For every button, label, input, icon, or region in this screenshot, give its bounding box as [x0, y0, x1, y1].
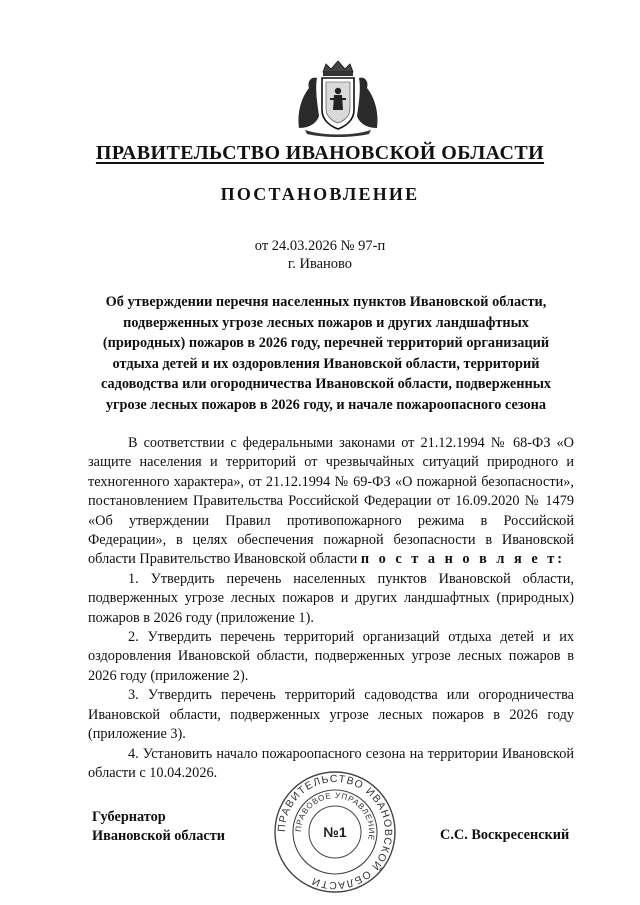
stamp-number: №1: [323, 824, 347, 840]
signature-position: [92, 808, 225, 846]
signature-position-line: Губернатор: [92, 809, 166, 825]
coat-of-arms-icon: [295, 58, 381, 138]
stamp-inner-text: ПРАВОВОЕ УПРАВЛЕНИЕ: [293, 790, 377, 842]
preamble-paragraph: [88, 434, 574, 570]
list-item: 1. Утвердить перечень населенных пунктов Ивановской области, подверженных угрозе лесных пожаров и других ландшафтных (природных) пожаров в 2026 году (приложение 1).: [88, 570, 574, 626]
document-city: г. Иваново: [287, 256, 353, 272]
list-item: 4. Установить начало пожароопасного сезона на территории Ивановской области с 10.04.2026.: [88, 745, 574, 781]
document-type: ПОСТАНОВЛЕНИЕ: [220, 184, 420, 204]
stamp-ring-text: ПРАВИТЕЛЬСТВО ИВАНОВСКОЙ ОБЛАСТИ: [275, 772, 395, 892]
preamble-text: В соответствии с федеральными законами от 21.12.1994 № 68-ФЗ «О защите населения и территорий от чрезвычайных ситуаций природного и техногенного характера», от 21.12.1994 № 69-ФЗ «О пожарной безопасности», постановлением Правительства Российской Федерации от 16.09.2020 № 1479 «Об утверждении Правил противопожарного режима в Российской Федерации», в целях обеспечения пожарной безопасности в Ивановской области Правительство Ивановской области: [88, 435, 574, 568]
decree-word: п о с т а н о в л я е т:: [360, 551, 566, 568]
official-stamp-icon: [272, 769, 398, 895]
list-item: 3. Утвердить перечень территорий садоводства или огородничества Ивановской области, подверженных угрозе лесных пожаров в 2026 году (приложение 3).: [88, 687, 574, 743]
document-body: [88, 434, 574, 783]
document-date-number: от 24.03.2026 № 97-п: [254, 238, 386, 254]
government-title: ПРАВИТЕЛЬСТВО ИВАНОВСКОЙ ОБЛАСТИ: [95, 142, 545, 164]
document-subject: Об утверждении перечня населенных пунктов Ивановской области, подверженных угрозе лесных пожаров и других ландшафтных (природных) пожаров в 2026 году, перечней территорий организаций отдыха детей и их оздоровления Ивановской области, территорий садоводства или огородничества Ивановской области, подверженных угрозе лесных пожаров в 2026 году, и начале пожароопасного сезона: [100, 294, 552, 413]
list-item: 2. Утвердить перечень территорий организаций отдыха детей и их оздоровления Ивановской области, подверженных угрозе лесных пожаров в 2026 году (приложение 2).: [88, 629, 574, 684]
signer-name: С.С. Воскресенский: [440, 827, 570, 843]
signature-position-line: Ивановской области: [92, 828, 225, 844]
